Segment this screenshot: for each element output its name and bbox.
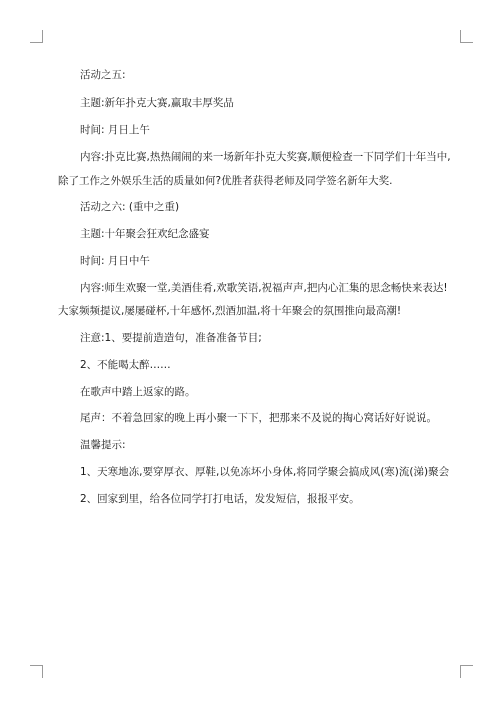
activity-6-theme: 主题:十年聚会狂欢纪念盛宴 bbox=[80, 228, 210, 240]
activity-5-time: 时间: 月日上午 bbox=[80, 124, 150, 136]
return-home-line: 在歌声中踏上返家的路。 bbox=[80, 386, 196, 398]
epilogue: 尾声：不着急回家的晚上再小聚一下下，把那来不及说的掏心窝话好好说说。 bbox=[80, 412, 437, 424]
section-heading-activity-6: 活动之六: (重中之重) bbox=[80, 201, 180, 213]
activity-6-content: 内容:师生欢聚一堂,美酒佳肴,欢歌笑语,祝福声声,把内心汇集的思念畅快来表达! bbox=[80, 282, 448, 294]
tips-item-2: 2、回家到里，给各位同学打打电话，发发短信，报报平安。 bbox=[80, 493, 360, 505]
crop-mark-top-left bbox=[30, 30, 43, 43]
tips-item-1: 1、天寒地冻,要穿厚衣、厚鞋,以免冻坏小身体,将同学聚会搞成风(寒)流(涕)聚会 bbox=[80, 466, 450, 478]
activity-6-content-continued: 大家频频提议,屡屡碰杯,十年感怀,烈酒加温,将十年聚会的氛围推向最高潮! bbox=[58, 305, 402, 317]
crop-mark-bottom-left bbox=[30, 665, 43, 678]
section-heading-activity-5: 活动之五: bbox=[80, 69, 126, 81]
activity-5-content: 内容:扑克比赛,热热闹闹的来一场新年扑克大奖赛,顺便检查一下同学们十年当中, bbox=[80, 151, 451, 163]
notes-item-2: 2、不能喝太醉…… bbox=[80, 359, 171, 371]
notes-item-1: 注意:1、要提前造造句，准备准备节目; bbox=[80, 332, 262, 344]
crop-mark-bottom-right bbox=[460, 665, 473, 678]
tips-heading: 温馨提示: bbox=[80, 439, 126, 451]
crop-mark-top-right bbox=[460, 30, 473, 43]
activity-6-time: 时间: 月日中午 bbox=[80, 255, 150, 267]
activity-5-theme: 主题:新年扑克大赛,赢取丰厚奖品 bbox=[80, 97, 234, 109]
activity-5-content-continued: 除了工作之外娱乐生活的质量如何?优胜者获得老师及同学签名新年大奖. bbox=[58, 175, 393, 187]
